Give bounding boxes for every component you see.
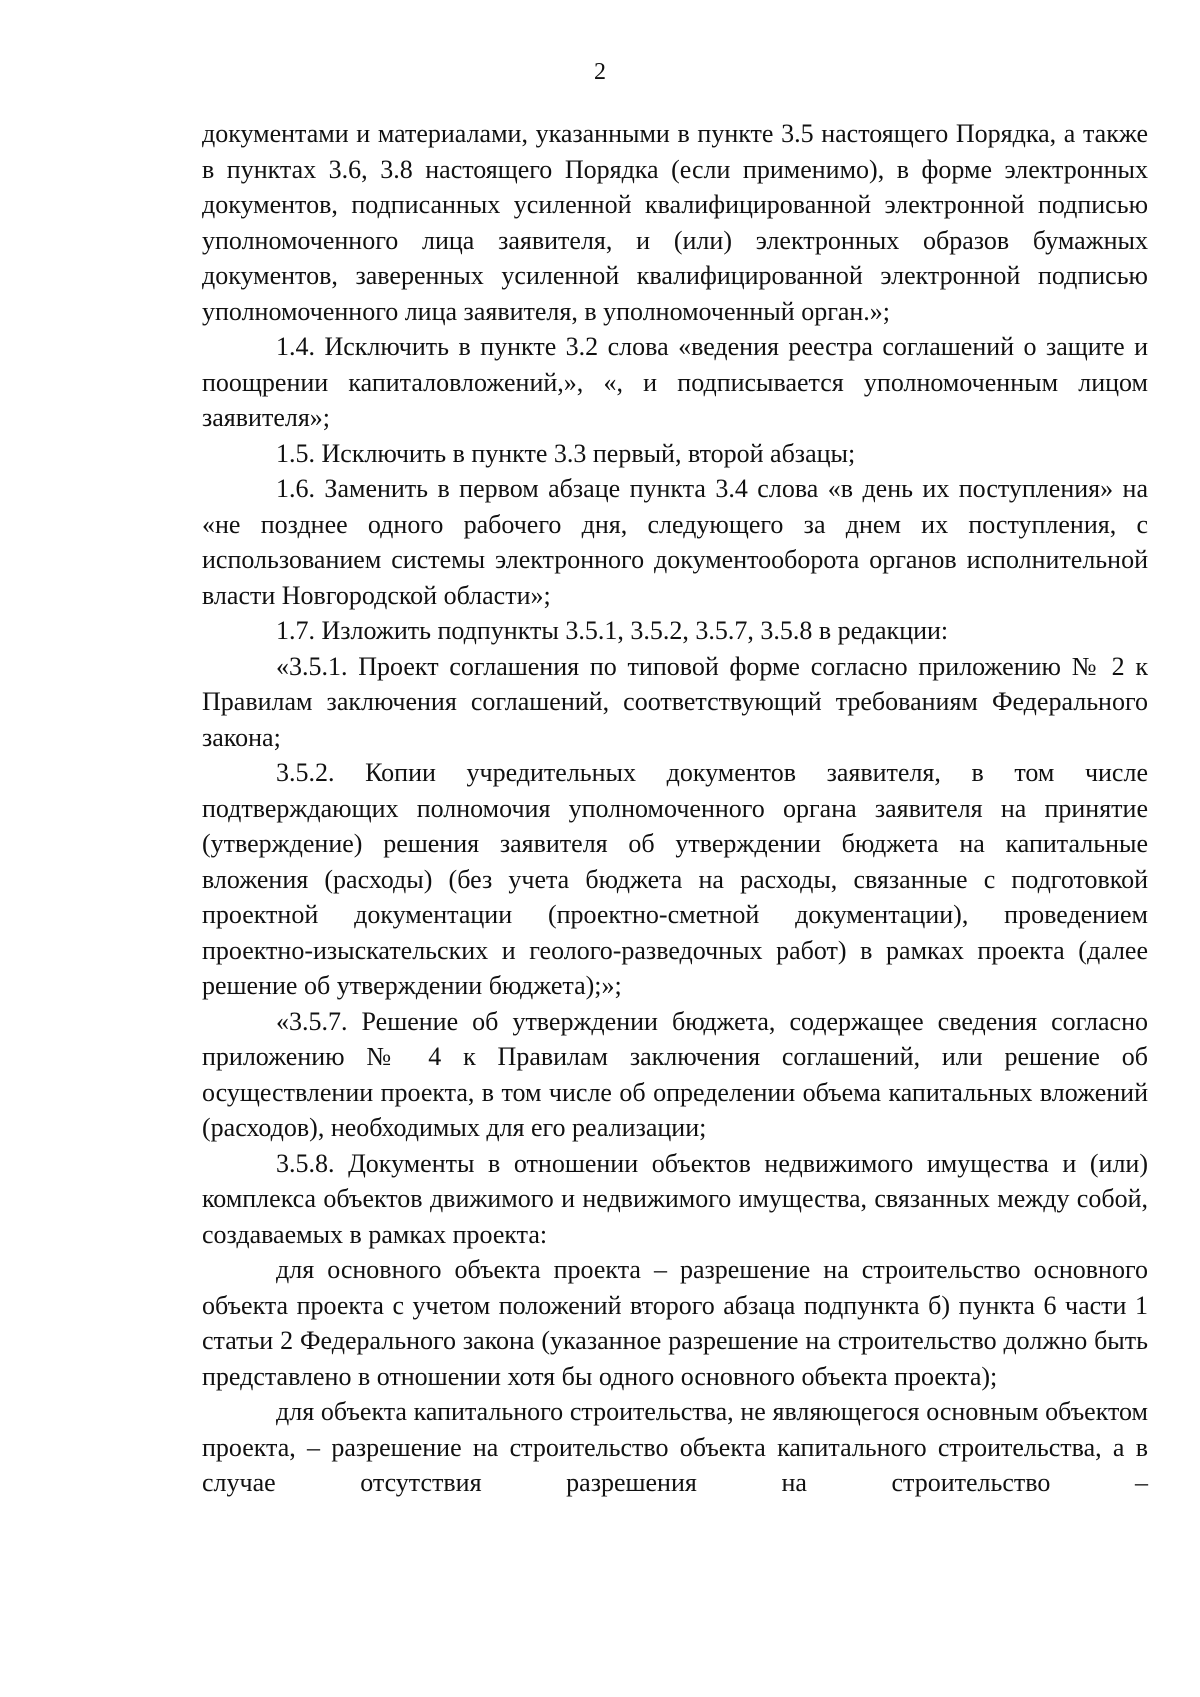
paragraph-1-5: 1.5. Исключить в пункте 3.3 первый, второй абзацы; (276, 438, 856, 468)
paragraph-3-5-8: 3.5.8. Документы в отношении объектов недвижимого имущества и (или) комплекса объектов движимого и недвижимого имущества, связанных между собой, создаваемых в рамках проекта: (202, 1148, 1148, 1249)
page-number: 2 (594, 59, 606, 85)
document-body (202, 116, 1148, 1501)
paragraph-3-5-2: 3.5.2. Копии учредительных документов заявителя, в том числе подтверждающих полномочия уполномоченного органа заявителя на принятие (утверждение) решения заявителя об утверждении бюджета на капитальные вложения (расходы) (без учета бюджета на расходы, связанные с подготовкой проектной документации (проектно-сметной документации), проведением проектно-изыскательских и геолого-разведочных работ) в рамках проекта (далее решение об утверждении бюджета);»; (202, 758, 1148, 1000)
paragraph-1-7: 1.7. Изложить подпункты 3.5.1, 3.5.2, 3.5.7, 3.5.8 в редакции: (276, 616, 949, 645)
paragraph-continuation: документами и материалами, указанными в пункте 3.5 настоящего Порядка, а также в пунктах 3.6, 3.8 настоящего Порядка (если применимо), в форме электронных документов, подписанных усиленной квалифицированной электронной подписью уполномоченного лица заявителя, и (или) электронных образов бумажных документов, заверенных усиленной квалифицированной электронной подписью уполномоченного лица заявителя, в уполномоченный орган.»; (202, 119, 1148, 326)
paragraph-capital-object: для объекта капитального строительства, не являющегося основным объектом проекта, – разрешение на строительство объекта капитального строительства, а в случае отсутствия разрешения на строительство – (202, 1397, 1148, 1497)
paragraph-3-5-7: «3.5.7. Решение об утверждении бюджета, содержащее сведения согласно приложению № 4 к Правилам заключения соглашений, или решение об осуществлении проекта, в том числе об определении объема капитальных вложений (расходов), необходимых для его реализации; (202, 1006, 1148, 1142)
paragraph-main-object: для основного объекта проекта – разрешение на строительство основного объекта проекта с учетом положений второго абзаца подпункта б) пункта 6 части 1 статьи 2 Федерального закона (указанное разрешение на строительство должно быть представлено в отношении хотя бы одного основного объекта проекта); (202, 1255, 1148, 1391)
paragraph-1-6: 1.6. Заменить в первом абзаце пункта 3.4 слова «в день их поступления» на «не позднее одного рабочего дня, следующего за днем их поступления, с использованием системы электронного документооборота органов исполнительной власти Новгородской области»; (202, 474, 1148, 610)
paragraph-3-5-1: «3.5.1. Проект соглашения по типовой форме согласно приложению № 2 к Правилам заключения соглашений, соответствующий требованиям Федерального закона; (202, 651, 1148, 752)
paragraph-1-4: 1.4. Исключить в пункте 3.2 слова «ведения реестра соглашений о защите и поощрении капиталовложений,», «, и подписывается уполномоченным лицом заявителя»; (202, 332, 1148, 432)
